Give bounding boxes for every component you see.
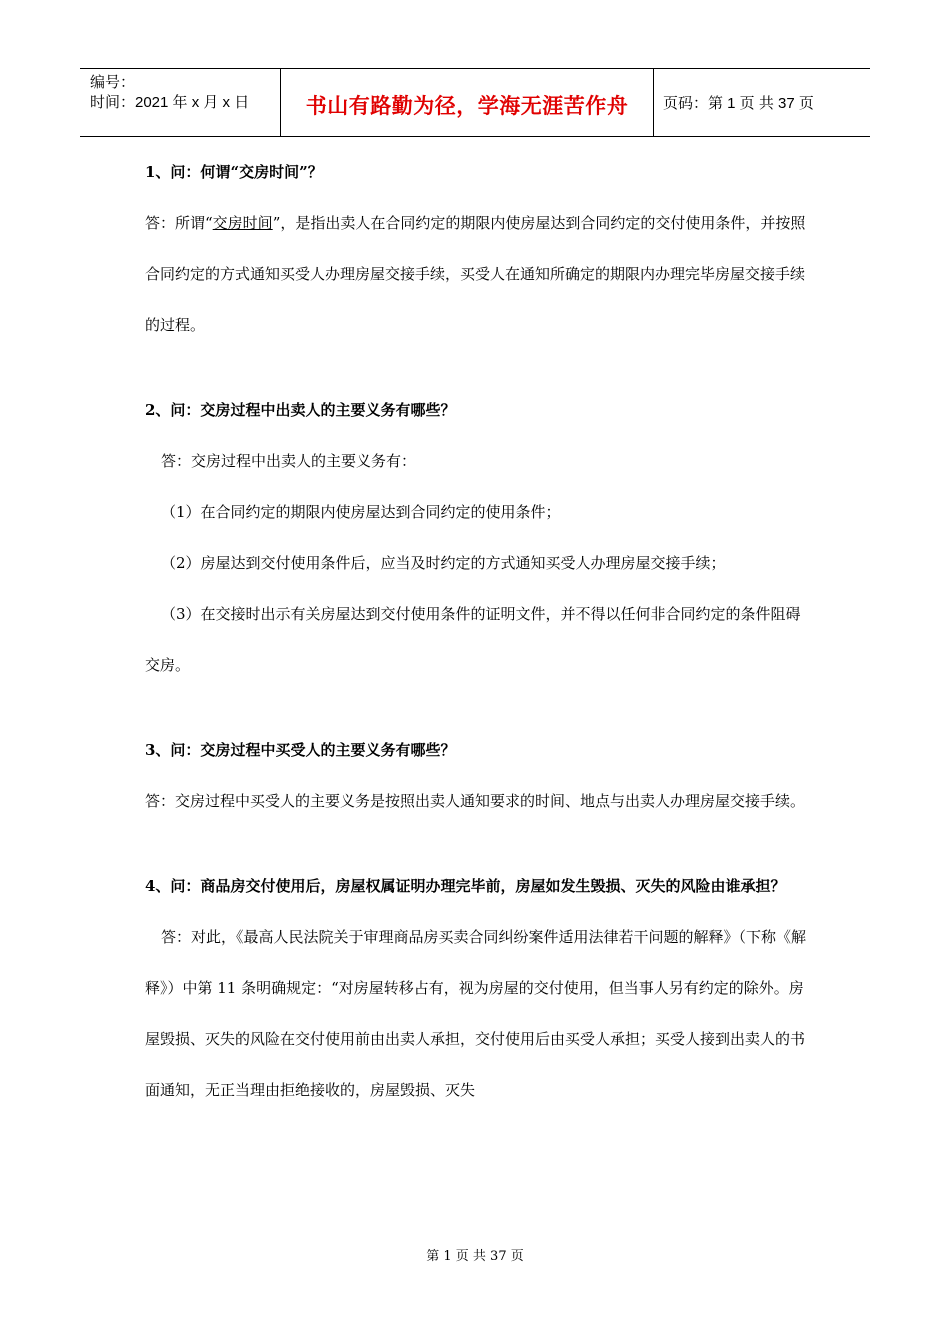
section-gap	[145, 351, 810, 385]
answer-4	[145, 912, 810, 1116]
header-motto: 书山有路勤为径，学海无涯苦作舟	[305, 93, 629, 118]
header-meta	[80, 69, 281, 136]
answer-4-text: 答：对此，《最高人民法院关于审理商品房买卖合同纠纷案件适用法律若干问题的解释》（下称《解释》）中第 11 条明确规定：“对房屋转移占有，视为房屋的交付使用，但当事人另有约定的除外。房屋毁损、灭失的风险在交付使用前由出卖人承担，交付使用后由买受人承担；买受人接到出卖人的书面通知，无正当理由拒绝接收的，房屋毁损、灭失	[145, 928, 807, 1099]
page-header	[80, 68, 870, 137]
document-body	[145, 147, 810, 1116]
answer-1-text: ”，是指出卖人在合同约定的期限内使房屋达到合同约定的交付使用条件，并按照合同约定的方式通知买受人办理房屋交接手续，买受人在通知所确定的期限内办理完毕房屋交接手续的过程。	[145, 214, 806, 334]
answer-1-prefix: 答：所谓“	[145, 214, 213, 232]
document-date: 时间：2021 年 x 月 x 日	[90, 94, 250, 111]
answer-2-item-2: （2）房屋达到交付使用条件后，应当及时约定的方式通知买受人办理房屋交接手续；	[161, 554, 726, 572]
header-page-info-cell	[654, 69, 870, 136]
answer-2-item-3-text: （3）在交接时出示有关房屋达到交付使用条件的证明文件，并不得以任何非合同约定的条件阻碍交房。	[145, 605, 801, 674]
section-gap	[145, 827, 810, 861]
answer-1-term-link[interactable]: 交房时间	[212, 214, 273, 232]
answer-1	[145, 198, 810, 351]
header-page-info: 页码：第 1 页 共 37 页	[663, 95, 814, 112]
answer-3: 答：交房过程中买受人的主要义务是按照出卖人通知要求的时间、地点与出卖人办理房屋交接手续。	[145, 792, 806, 810]
header-motto-cell	[281, 69, 654, 136]
question-3: 3、问：交房过程中买受人的主要义务有哪些？	[145, 741, 456, 759]
question-1: 1、问：何谓“交房时间”？	[145, 163, 323, 181]
answer-2-intro: 答：交房过程中出卖人的主要义务有：	[161, 452, 417, 470]
section-gap	[145, 691, 810, 725]
document-number-label: 编号：	[90, 74, 136, 91]
question-4: 4、问：商品房交付使用后，房屋权属证明办理完毕前，房屋如发生毁损、灭失的风险由谁承担？	[145, 877, 786, 895]
page-footer: 第 1 页 共 37 页	[426, 1249, 524, 1264]
question-2: 2、问：交房过程中出卖人的主要义务有哪些？	[145, 401, 456, 419]
answer-2-item-1: （1）在合同约定的期限内使房屋达到合同约定的使用条件；	[161, 503, 561, 521]
answer-2-item-3	[145, 589, 810, 691]
